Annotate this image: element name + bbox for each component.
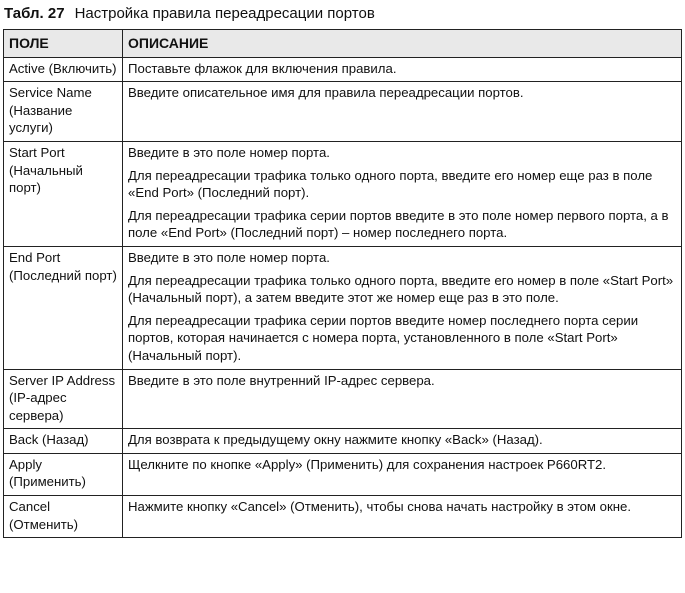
description-paragraph: Введите описательное имя для правила переадресации портов. xyxy=(128,85,524,101)
header-row xyxy=(4,30,682,58)
field-cell: Start Port (Начальный порт) xyxy=(4,141,123,246)
description-paragraph: Щелкните по кнопке «Apply» (Применить) для сохранения настроек P660RT2. xyxy=(128,456,607,472)
header-description: ОПИСАНИЕ xyxy=(123,30,682,58)
description-paragraph: Для переадресации трафика серии портов введите в это поле номер первого порта, а в поле «End Port» (Последний порт) – номер последнего порта. xyxy=(128,207,669,241)
table-row xyxy=(4,246,682,369)
description-cell xyxy=(123,82,682,142)
table-row xyxy=(4,82,682,142)
description-paragraph: Для переадресации трафика серии портов введите номер последнего порта серии портов, которая начинается с номера порта, установленного в поле «Start Port» (Начальный порт). xyxy=(128,312,639,363)
description-paragraph: Для переадресации трафика только одного порта, введите его номер в поле «Start Port» (Начальный порт), а затем введите этот же номер еще раз в это поле. xyxy=(128,272,674,306)
description-paragraph: Введите в это поле внутренний IP-адрес сервера. xyxy=(128,372,435,388)
description-paragraph: Введите в это поле номер порта. xyxy=(128,144,330,160)
description-cell xyxy=(123,453,682,495)
table-row xyxy=(4,429,682,454)
field-cell: Cancel (Отменить) xyxy=(4,496,123,538)
table-title: Настройка правила переадресации портов xyxy=(74,5,375,22)
port-forwarding-table xyxy=(3,29,682,538)
description-cell xyxy=(123,496,682,538)
description-cell xyxy=(123,57,682,82)
description-paragraph: Нажмите кнопку «Cancel» (Отменить), чтобы снова начать настройку в этом окне. xyxy=(128,499,632,515)
table-row xyxy=(4,496,682,538)
field-cell: Service Name (Название услуги) xyxy=(4,82,123,142)
field-cell: Server IP Address (IP-адрес сервера) xyxy=(4,369,123,429)
table-number: Табл. 27 xyxy=(4,5,65,22)
description-paragraph: Введите в это поле номер порта. xyxy=(128,249,330,265)
description-paragraph: Для переадресации трафика только одного порта, введите его номер еще раз в поле «End Port» (Последний порт). xyxy=(128,167,653,201)
table-row xyxy=(4,453,682,495)
description-cell xyxy=(123,141,682,246)
description-paragraph: Поставьте флажок для включения правила. xyxy=(128,60,397,76)
table-row xyxy=(4,369,682,429)
description-cell xyxy=(123,369,682,429)
field-cell: Back (Назад) xyxy=(4,429,123,454)
table-row xyxy=(4,57,682,82)
table-caption xyxy=(4,5,375,23)
description-cell xyxy=(123,246,682,369)
field-cell: Active (Включить) xyxy=(4,57,123,82)
description-cell xyxy=(123,429,682,454)
header-field: ПОЛЕ xyxy=(4,30,123,58)
field-cell: End Port (Последний порт) xyxy=(4,246,123,369)
table-row xyxy=(4,141,682,246)
field-cell: Apply (Применить) xyxy=(4,453,123,495)
description-paragraph: Для возврата к предыдущему окну нажмите кнопку «Back» (Назад). xyxy=(128,432,543,448)
